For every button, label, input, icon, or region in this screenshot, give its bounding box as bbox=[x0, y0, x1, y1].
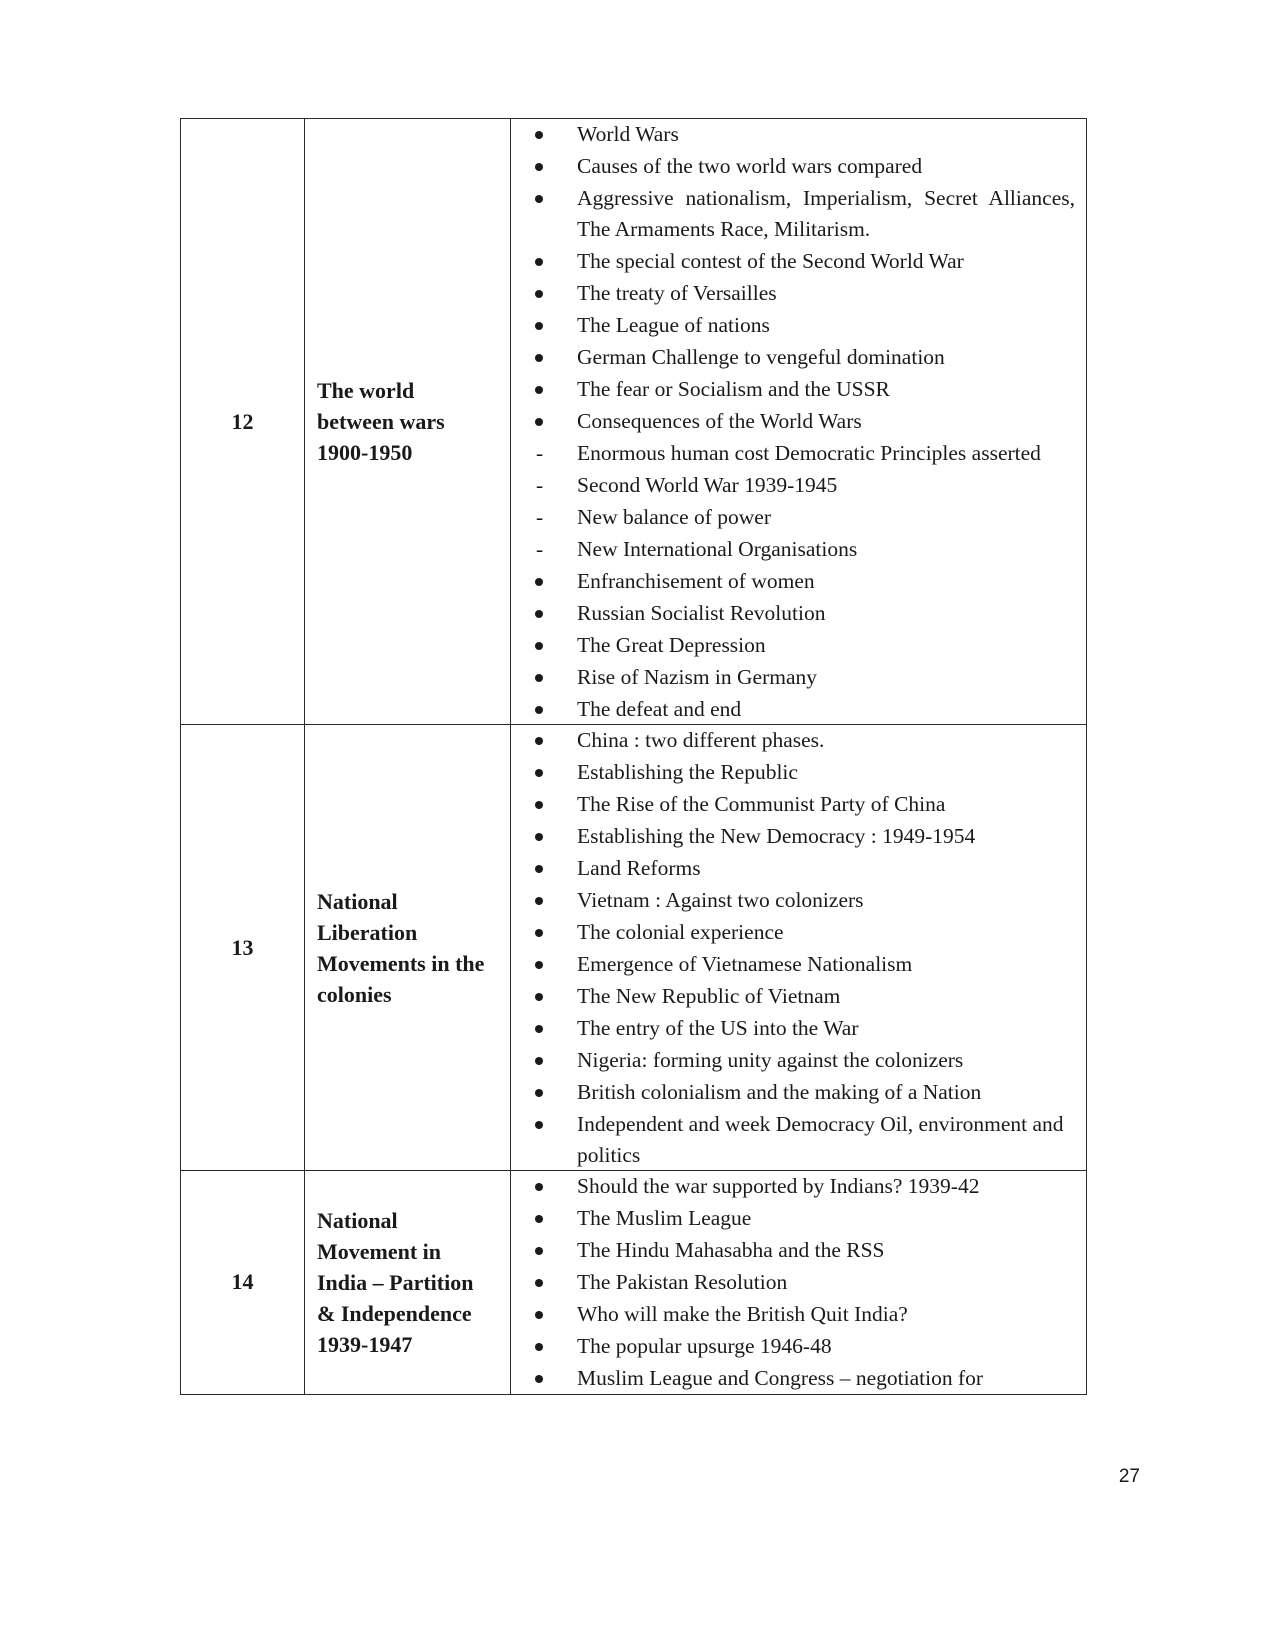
unit-title-line: National bbox=[317, 888, 398, 914]
list-item bbox=[511, 566, 1075, 597]
unit-title bbox=[305, 119, 511, 725]
topic-text: Muslim League and Congress – negotiation for bbox=[577, 1366, 984, 1390]
table-row bbox=[181, 1171, 1087, 1395]
bullet-icon bbox=[511, 757, 577, 788]
unit-title bbox=[305, 1171, 511, 1395]
bullet-icon bbox=[511, 885, 577, 916]
list-item bbox=[511, 662, 1075, 693]
list-item bbox=[511, 853, 1075, 884]
unit-title-line: colonies bbox=[317, 981, 392, 1007]
topic-text: British colonialism and the making of a Nation bbox=[577, 1080, 982, 1104]
syllabus-table bbox=[180, 118, 1087, 1395]
list-item bbox=[511, 1363, 1075, 1394]
topic-list bbox=[511, 725, 1086, 1170]
list-item bbox=[511, 1267, 1075, 1298]
bullet-icon bbox=[511, 694, 577, 725]
bullet-icon bbox=[511, 1077, 577, 1108]
bullet-icon bbox=[511, 566, 577, 597]
list-item bbox=[511, 119, 1075, 150]
unit-title-line: National bbox=[317, 1207, 398, 1233]
unit-topics bbox=[511, 725, 1087, 1171]
unit-title-line: The world bbox=[317, 378, 415, 403]
bullet-icon bbox=[511, 374, 577, 405]
topic-text: The Muslim League bbox=[577, 1206, 752, 1230]
dash-marker-icon bbox=[511, 470, 577, 501]
topic-text: Emergence of Vietnamese Nationalism bbox=[577, 952, 913, 976]
bullet-icon bbox=[511, 1267, 577, 1298]
unit-topics bbox=[511, 119, 1087, 725]
unit-number: 12 bbox=[181, 119, 305, 725]
bullet-icon bbox=[511, 1235, 577, 1266]
topic-text: Nigeria: forming unity against the colonizers bbox=[577, 1048, 964, 1072]
topic-text: The special contest of the Second World War bbox=[577, 248, 964, 273]
topic-text: The fear or Socialism and the USSR bbox=[577, 376, 890, 401]
topic-text: Establishing the Republic bbox=[577, 760, 798, 784]
list-item bbox=[511, 725, 1075, 756]
topic-text: The New Republic of Vietnam bbox=[577, 984, 841, 1008]
bullet-icon bbox=[511, 246, 577, 277]
topic-text: German Challenge to vengeful domination bbox=[577, 344, 945, 369]
topic-text: Aggressive nationalism, Imperialism, Secret Alliances, The Armaments Race, Militarism. bbox=[577, 186, 1075, 241]
list-item bbox=[511, 1109, 1075, 1170]
bullet-icon bbox=[511, 981, 577, 1012]
list-item bbox=[511, 1013, 1075, 1044]
topic-text: Russian Socialist Revolution bbox=[577, 600, 826, 625]
topic-text: Independent and week Democracy Oil, environment and politics bbox=[577, 1112, 1064, 1167]
list-item bbox=[511, 342, 1075, 373]
topic-text: Second World War 1939-1945 bbox=[577, 472, 838, 497]
bullet-icon bbox=[511, 406, 577, 437]
list-item bbox=[511, 406, 1075, 437]
page-number: 27 bbox=[1118, 1466, 1140, 1487]
unit-title-line: 1939-1947 bbox=[317, 1331, 413, 1357]
list-item bbox=[511, 1203, 1075, 1234]
topic-list bbox=[511, 1171, 1086, 1394]
topic-text: New International Organisations bbox=[577, 536, 858, 561]
topic-text: China : two different phases. bbox=[577, 728, 825, 752]
unit-number: 14 bbox=[181, 1171, 305, 1395]
topic-text: Vietnam : Against two colonizers bbox=[577, 888, 864, 912]
dash-marker-icon bbox=[511, 534, 577, 565]
unit-topics bbox=[511, 1171, 1087, 1395]
bullet-icon bbox=[511, 917, 577, 948]
list-item bbox=[511, 470, 1075, 501]
topic-text: World Wars bbox=[577, 122, 679, 146]
list-item bbox=[511, 885, 1075, 916]
list-item bbox=[511, 598, 1075, 629]
list-item bbox=[511, 374, 1075, 405]
bullet-icon bbox=[511, 1013, 577, 1044]
list-item bbox=[511, 1045, 1075, 1076]
topic-text: The League of nations bbox=[577, 312, 770, 337]
bullet-icon bbox=[511, 1045, 577, 1076]
unit-number: 13 bbox=[181, 725, 305, 1171]
dash-marker-icon bbox=[511, 502, 577, 533]
bullet-icon bbox=[511, 342, 577, 373]
topic-text: The treaty of Versailles bbox=[577, 280, 777, 305]
unit-title-line: & Independence bbox=[317, 1300, 472, 1326]
topic-text: The Great Depression bbox=[577, 632, 766, 657]
bullet-icon bbox=[511, 1109, 577, 1170]
dash-marker-icon bbox=[511, 438, 577, 469]
unit-title-line: between wars bbox=[317, 409, 445, 434]
topic-text: Consequences of the World Wars bbox=[577, 408, 862, 433]
topic-text: New balance of power bbox=[577, 504, 772, 529]
unit-title bbox=[305, 725, 511, 1171]
bullet-icon bbox=[511, 725, 577, 756]
bullet-icon bbox=[511, 1171, 577, 1202]
bullet-icon bbox=[511, 821, 577, 852]
list-item bbox=[511, 789, 1075, 820]
bullet-icon bbox=[511, 1331, 577, 1362]
topic-text: The Pakistan Resolution bbox=[577, 1270, 788, 1294]
bullet-icon bbox=[511, 853, 577, 884]
unit-title-line: Movement in bbox=[317, 1238, 442, 1264]
topic-text: Enfranchisement of women bbox=[577, 568, 815, 593]
bullet-icon bbox=[511, 1363, 577, 1394]
list-item bbox=[511, 981, 1075, 1012]
list-item bbox=[511, 1331, 1075, 1362]
list-item bbox=[511, 278, 1075, 309]
bullet-icon bbox=[511, 1203, 577, 1234]
list-item bbox=[511, 1077, 1075, 1108]
list-item bbox=[511, 1171, 1075, 1202]
bullet-icon bbox=[511, 949, 577, 980]
bullet-icon bbox=[511, 119, 577, 150]
list-item bbox=[511, 1299, 1075, 1330]
table-row bbox=[181, 119, 1087, 725]
bullet-icon bbox=[511, 310, 577, 341]
list-item bbox=[511, 1235, 1075, 1266]
bullet-icon bbox=[511, 278, 577, 309]
list-item bbox=[511, 502, 1075, 533]
unit-title-line: 1900-1950 bbox=[317, 440, 413, 465]
list-item bbox=[511, 310, 1075, 341]
topic-text: The colonial experience bbox=[577, 920, 784, 944]
list-item bbox=[511, 438, 1075, 469]
list-item bbox=[511, 151, 1075, 182]
topic-text: The entry of the US into the War bbox=[577, 1016, 859, 1040]
list-item bbox=[511, 757, 1075, 788]
topic-text: The popular upsurge 1946-48 bbox=[577, 1334, 832, 1358]
list-item bbox=[511, 183, 1075, 244]
topic-text: Enormous human cost Democratic Principles asserted bbox=[577, 440, 1041, 465]
topic-text: Rise of Nazism in Germany bbox=[577, 664, 818, 689]
bullet-icon bbox=[511, 598, 577, 629]
bullet-icon bbox=[511, 151, 577, 182]
list-item bbox=[511, 917, 1075, 948]
topic-text: Who will make the British Quit India? bbox=[577, 1302, 908, 1326]
topic-text: The Rise of the Communist Party of China bbox=[577, 792, 946, 816]
bullet-icon bbox=[511, 662, 577, 693]
list-item bbox=[511, 630, 1075, 661]
topic-text: Establishing the New Democracy : 1949-1954 bbox=[577, 824, 976, 848]
list-item bbox=[511, 694, 1075, 725]
unit-title-line: Movements in the bbox=[317, 950, 485, 976]
topic-text: Land Reforms bbox=[577, 856, 701, 880]
bullet-icon bbox=[511, 1299, 577, 1330]
topic-text: Causes of the two world wars compared bbox=[577, 154, 923, 178]
bullet-icon bbox=[511, 789, 577, 820]
list-item bbox=[511, 821, 1075, 852]
list-item bbox=[511, 949, 1075, 980]
topic-list bbox=[511, 119, 1086, 724]
unit-title-line: Liberation bbox=[317, 919, 418, 945]
topic-text: The Hindu Mahasabha and the RSS bbox=[577, 1238, 885, 1262]
table-row bbox=[181, 725, 1087, 1171]
topic-text: Should the war supported by Indians? 1939-42 bbox=[577, 1174, 980, 1198]
list-item bbox=[511, 534, 1075, 565]
bullet-icon bbox=[511, 183, 577, 244]
bullet-icon bbox=[511, 630, 577, 661]
list-item bbox=[511, 246, 1075, 277]
topic-text: The defeat and end bbox=[577, 696, 742, 721]
unit-title-line: India – Partition bbox=[317, 1269, 474, 1295]
